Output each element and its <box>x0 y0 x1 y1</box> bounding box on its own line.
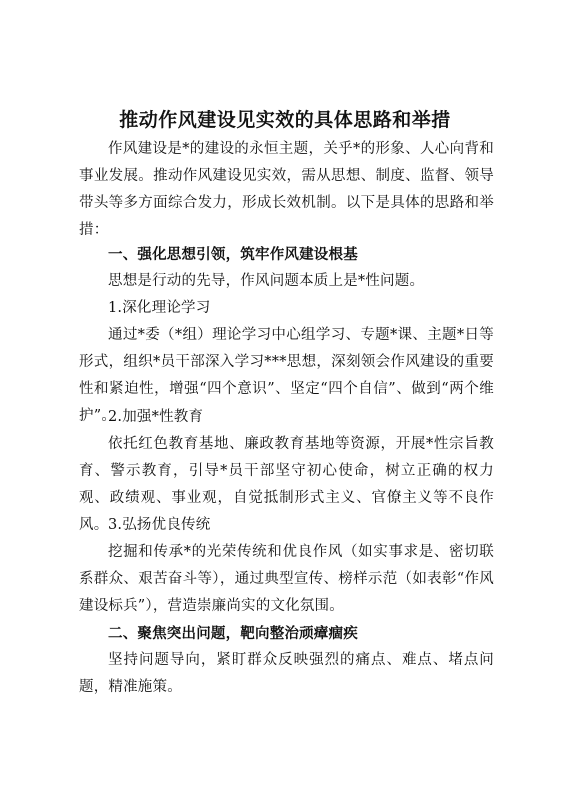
subsection-3-title: 3.弘扬优良传统 <box>108 517 211 533</box>
intro-paragraph: 作风建设是*的建设的永恒主题，关乎*的形象、人心向背和事业发展。推动作风建设见实效，需从思想、制度、监督、领导带头等多方面综合发力，形成长效机制。以下是具体的思路和举措： <box>79 141 494 238</box>
subsection-2-title: 2.加强*性教育 <box>108 409 204 425</box>
section-1-body: 思想是行动的先导，作风问题本质上是*性问题。 <box>108 273 425 289</box>
section-2-body: 坚持问题导向，紧盯群众反映强烈的痛点、难点、堵点问题，精准施策。 <box>79 652 494 695</box>
subsection-2-body: 依托红色教育基地、廉政教育基地等资源，开展*性宗旨教育、警示教育，引导*员干部坚守初心使命，树立正确的权力观、政绩观、事业观，自觉抵制形式主义、官僚主义等不良作风。 <box>79 436 494 533</box>
document-title: 推动作风建设见实效的具体思路和举措 <box>119 109 451 131</box>
subsection-3-body: 挖掘和传承*的光荣传统和优良作风（如实事求是、密切联系群众、艰苦奋斗等），通过典型宣传、榜样示范（如表彰“作风建设标兵”），营造崇廉尚实的文化氛围。 <box>79 544 494 614</box>
subsection-1-body: 通过*委（*组）理论学习中心组学习、专题*课、主题*日等形式，组织*员干部深入学习***思想，深刻领会作风建设的重要性和紧迫性，增强“四个意识”、坚定“四个自信”、做到“两个维护”。 <box>79 327 494 424</box>
section-1-heading: 一、强化思想引领，筑牢作风建设根基 <box>108 246 358 263</box>
subsection-1-title: 1.深化理论学习 <box>108 300 211 316</box>
section-2-heading: 二、聚焦突出问题，靶向整治顽瘴痼疾 <box>108 625 358 642</box>
